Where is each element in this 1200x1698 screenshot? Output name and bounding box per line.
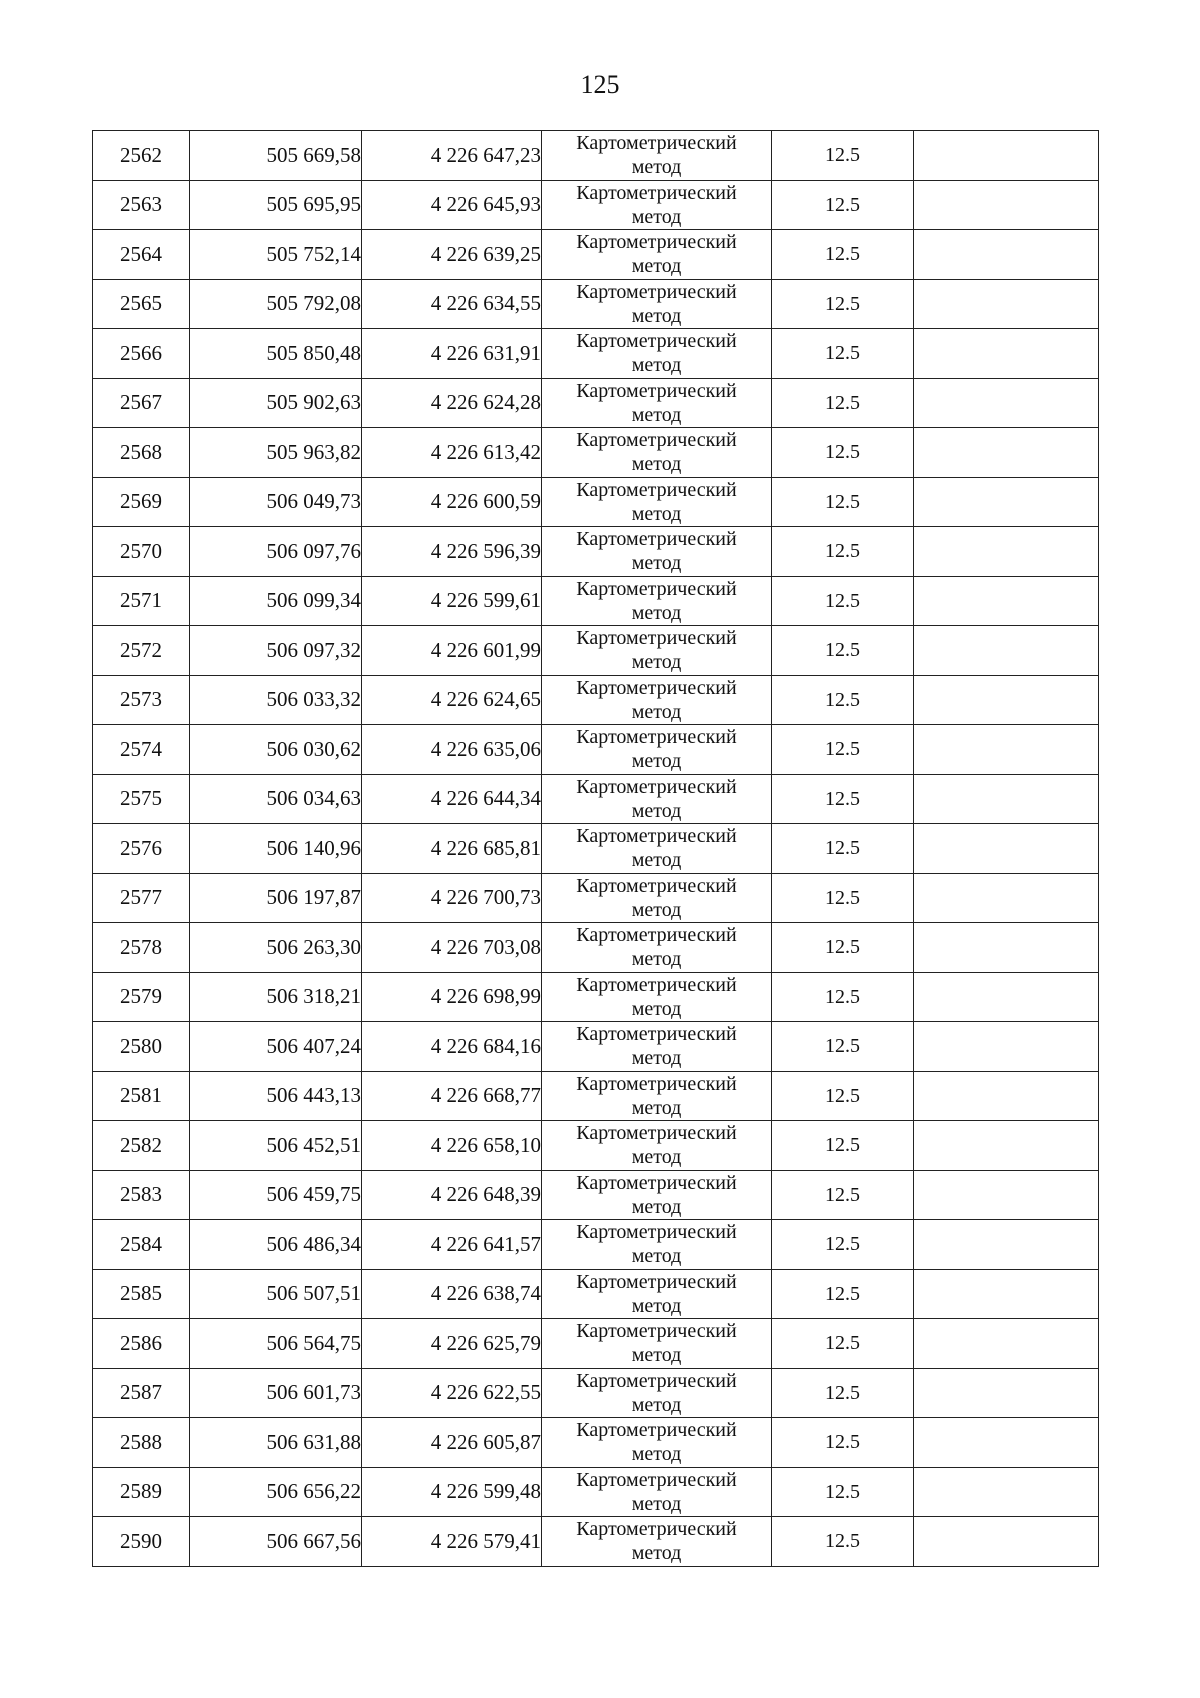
method-line-1: Картометрический <box>576 528 737 551</box>
method-line-2: метод <box>631 997 682 1020</box>
method-line-1: Картометрический <box>576 280 737 303</box>
point-number-cell: 2580 <box>93 1022 190 1072</box>
y-coordinate-cell: 4 226 599,48 <box>362 1467 542 1517</box>
x-coordinate-cell: 505 669,58 <box>190 131 362 181</box>
accuracy-cell: 12.5 <box>772 725 914 775</box>
point-number-cell: 2590 <box>93 1517 190 1567</box>
method-cell <box>542 428 772 478</box>
note-cell <box>914 1418 1099 1468</box>
x-coordinate-cell: 506 452,51 <box>190 1121 362 1171</box>
method-line-1: Картометрический <box>576 379 737 402</box>
method-line-1: Картометрический <box>576 1072 737 1095</box>
method-cell <box>542 1269 772 1319</box>
table-row <box>93 1022 1099 1072</box>
method-cell <box>542 1022 772 1072</box>
method-line-2: метод <box>631 651 682 674</box>
method-cell <box>542 230 772 280</box>
y-coordinate-cell: 4 226 579,41 <box>362 1517 542 1567</box>
method-line-1: Картометрический <box>576 1122 737 1145</box>
accuracy-cell: 12.5 <box>772 1368 914 1418</box>
x-coordinate-cell: 506 507,51 <box>190 1269 362 1319</box>
table-row <box>93 131 1099 181</box>
point-number-cell: 2564 <box>93 230 190 280</box>
point-number-cell: 2567 <box>93 378 190 428</box>
y-coordinate-cell: 4 226 703,08 <box>362 923 542 973</box>
accuracy-cell: 12.5 <box>772 527 914 577</box>
x-coordinate-cell: 506 033,32 <box>190 675 362 725</box>
y-coordinate-cell: 4 226 685,81 <box>362 824 542 874</box>
x-coordinate-cell: 506 318,21 <box>190 972 362 1022</box>
y-coordinate-cell: 4 226 625,79 <box>362 1319 542 1369</box>
method-line-2: метод <box>631 156 682 179</box>
method-line-1: Картометрический <box>576 1468 737 1491</box>
point-number-cell: 2575 <box>93 774 190 824</box>
point-number-cell: 2569 <box>93 477 190 527</box>
method-cell <box>542 774 772 824</box>
table-row <box>93 527 1099 577</box>
x-coordinate-cell: 506 631,88 <box>190 1418 362 1468</box>
x-coordinate-cell: 506 443,13 <box>190 1071 362 1121</box>
y-coordinate-cell: 4 226 648,39 <box>362 1170 542 1220</box>
method-line-1: Картометрический <box>576 1023 737 1046</box>
accuracy-cell: 12.5 <box>772 576 914 626</box>
method-cell <box>542 1517 772 1567</box>
y-coordinate-cell: 4 226 600,59 <box>362 477 542 527</box>
point-number-cell: 2565 <box>93 279 190 329</box>
method-line-1: Картометрический <box>576 231 737 254</box>
point-number-cell: 2581 <box>93 1071 190 1121</box>
accuracy-cell: 12.5 <box>772 230 914 280</box>
method-line-2: метод <box>631 1344 682 1367</box>
method-line-2: метод <box>631 552 682 575</box>
y-coordinate-cell: 4 226 635,06 <box>362 725 542 775</box>
method-cell <box>542 873 772 923</box>
x-coordinate-cell: 505 792,08 <box>190 279 362 329</box>
note-cell <box>914 1368 1099 1418</box>
table-row <box>93 1517 1099 1567</box>
method-line-1: Картометрический <box>576 429 737 452</box>
accuracy-cell: 12.5 <box>772 824 914 874</box>
accuracy-cell: 12.5 <box>772 774 914 824</box>
y-coordinate-cell: 4 226 668,77 <box>362 1071 542 1121</box>
y-coordinate-cell: 4 226 605,87 <box>362 1418 542 1468</box>
y-coordinate-cell: 4 226 698,99 <box>362 972 542 1022</box>
note-cell <box>914 1121 1099 1171</box>
method-cell <box>542 527 772 577</box>
y-coordinate-cell: 4 226 596,39 <box>362 527 542 577</box>
method-cell <box>542 279 772 329</box>
table-row <box>93 675 1099 725</box>
point-number-cell: 2584 <box>93 1220 190 1270</box>
method-cell <box>542 1071 772 1121</box>
note-cell <box>914 923 1099 973</box>
note-cell <box>914 972 1099 1022</box>
table-row <box>93 1467 1099 1517</box>
method-line-1: Картометрический <box>576 478 737 501</box>
accuracy-cell: 12.5 <box>772 675 914 725</box>
method-line-2: метод <box>631 1542 682 1565</box>
method-cell <box>542 675 772 725</box>
table-row <box>93 1121 1099 1171</box>
note-cell <box>914 1467 1099 1517</box>
method-line-1: Картометрический <box>576 577 737 600</box>
y-coordinate-cell: 4 226 624,65 <box>362 675 542 725</box>
method-line-1: Картометрический <box>576 627 737 650</box>
method-line-2: метод <box>631 1195 682 1218</box>
x-coordinate-cell: 505 695,95 <box>190 180 362 230</box>
note-cell <box>914 774 1099 824</box>
point-number-cell: 2562 <box>93 131 190 181</box>
accuracy-cell: 12.5 <box>772 329 914 379</box>
point-number-cell: 2568 <box>93 428 190 478</box>
table-row <box>93 1319 1099 1369</box>
coordinates-table <box>92 130 1099 1567</box>
page-number: 125 <box>580 70 620 99</box>
x-coordinate-cell: 506 097,76 <box>190 527 362 577</box>
note-cell <box>914 527 1099 577</box>
method-line-2: метод <box>631 502 682 525</box>
method-line-2: метод <box>631 601 682 624</box>
x-coordinate-cell: 506 099,34 <box>190 576 362 626</box>
x-coordinate-cell: 506 140,96 <box>190 824 362 874</box>
method-cell <box>542 725 772 775</box>
method-cell <box>542 972 772 1022</box>
table-row <box>93 378 1099 428</box>
accuracy-cell: 12.5 <box>772 1121 914 1171</box>
point-number-cell: 2576 <box>93 824 190 874</box>
method-line-2: метод <box>631 205 682 228</box>
table-row <box>93 1071 1099 1121</box>
accuracy-cell: 12.5 <box>772 626 914 676</box>
x-coordinate-cell: 506 197,87 <box>190 873 362 923</box>
point-number-cell: 2585 <box>93 1269 190 1319</box>
method-line-2: метод <box>631 799 682 822</box>
note-cell <box>914 1022 1099 1072</box>
method-cell <box>542 923 772 973</box>
table-row <box>93 180 1099 230</box>
note-cell <box>914 1319 1099 1369</box>
x-coordinate-cell: 505 850,48 <box>190 329 362 379</box>
method-line-1: Картометрический <box>576 1369 737 1392</box>
accuracy-cell: 12.5 <box>772 1022 914 1072</box>
note-cell <box>914 576 1099 626</box>
note-cell <box>914 1269 1099 1319</box>
method-line-1: Картометрический <box>576 1171 737 1194</box>
x-coordinate-cell: 506 564,75 <box>190 1319 362 1369</box>
point-number-cell: 2579 <box>93 972 190 1022</box>
method-line-2: метод <box>631 354 682 377</box>
method-cell <box>542 1121 772 1171</box>
y-coordinate-cell: 4 226 644,34 <box>362 774 542 824</box>
accuracy-cell: 12.5 <box>772 923 914 973</box>
note-cell <box>914 329 1099 379</box>
point-number-cell: 2566 <box>93 329 190 379</box>
accuracy-cell: 12.5 <box>772 1517 914 1567</box>
x-coordinate-cell: 506 656,22 <box>190 1467 362 1517</box>
accuracy-cell: 12.5 <box>772 1467 914 1517</box>
method-line-1: Картометрический <box>576 825 737 848</box>
method-line-1: Картометрический <box>576 924 737 947</box>
coordinates-table-body <box>93 131 1099 1567</box>
accuracy-cell: 12.5 <box>772 428 914 478</box>
x-coordinate-cell: 506 034,63 <box>190 774 362 824</box>
point-number-cell: 2571 <box>93 576 190 626</box>
accuracy-cell: 12.5 <box>772 477 914 527</box>
method-cell <box>542 1170 772 1220</box>
point-number-cell: 2572 <box>93 626 190 676</box>
method-cell <box>542 131 772 181</box>
point-number-cell: 2577 <box>93 873 190 923</box>
accuracy-cell: 12.5 <box>772 1418 914 1468</box>
y-coordinate-cell: 4 226 647,23 <box>362 131 542 181</box>
method-line-2: метод <box>631 898 682 921</box>
y-coordinate-cell: 4 226 658,10 <box>362 1121 542 1171</box>
note-cell <box>914 428 1099 478</box>
table-row <box>93 725 1099 775</box>
method-line-1: Картометрический <box>576 330 737 353</box>
method-line-1: Картометрический <box>576 1320 737 1343</box>
method-line-2: метод <box>631 948 682 971</box>
method-line-2: метод <box>631 255 682 278</box>
method-cell <box>542 477 772 527</box>
accuracy-cell: 12.5 <box>772 1220 914 1270</box>
note-cell <box>914 824 1099 874</box>
point-number-cell: 2582 <box>93 1121 190 1171</box>
accuracy-cell: 12.5 <box>772 972 914 1022</box>
y-coordinate-cell: 4 226 622,55 <box>362 1368 542 1418</box>
x-coordinate-cell: 506 030,62 <box>190 725 362 775</box>
method-cell <box>542 378 772 428</box>
x-coordinate-cell: 505 963,82 <box>190 428 362 478</box>
note-cell <box>914 1071 1099 1121</box>
accuracy-cell: 12.5 <box>772 1269 914 1319</box>
point-number-cell: 2563 <box>93 180 190 230</box>
table-row <box>93 1269 1099 1319</box>
method-line-2: метод <box>631 849 682 872</box>
point-number-cell: 2587 <box>93 1368 190 1418</box>
method-line-2: метод <box>631 1146 682 1169</box>
y-coordinate-cell: 4 226 634,55 <box>362 279 542 329</box>
table-row <box>93 1220 1099 1270</box>
table-row <box>93 1368 1099 1418</box>
point-number-cell: 2589 <box>93 1467 190 1517</box>
method-cell <box>542 329 772 379</box>
table-row <box>93 1170 1099 1220</box>
method-line-2: метод <box>631 403 682 426</box>
point-number-cell: 2588 <box>93 1418 190 1468</box>
accuracy-cell: 12.5 <box>772 131 914 181</box>
method-cell <box>542 1418 772 1468</box>
x-coordinate-cell: 506 667,56 <box>190 1517 362 1567</box>
accuracy-cell: 12.5 <box>772 1170 914 1220</box>
note-cell <box>914 131 1099 181</box>
accuracy-cell: 12.5 <box>772 1319 914 1369</box>
method-cell <box>542 1467 772 1517</box>
method-line-2: метод <box>631 1245 682 1268</box>
x-coordinate-cell: 506 407,24 <box>190 1022 362 1072</box>
method-cell <box>542 626 772 676</box>
method-line-2: метод <box>631 1443 682 1466</box>
x-coordinate-cell: 505 752,14 <box>190 230 362 280</box>
method-line-2: метод <box>631 1492 682 1515</box>
y-coordinate-cell: 4 226 639,25 <box>362 230 542 280</box>
method-cell <box>542 824 772 874</box>
x-coordinate-cell: 506 486,34 <box>190 1220 362 1270</box>
table-row <box>93 279 1099 329</box>
method-line-1: Картометрический <box>576 1518 737 1541</box>
note-cell <box>914 725 1099 775</box>
method-line-1: Картометрический <box>576 726 737 749</box>
table-row <box>93 972 1099 1022</box>
accuracy-cell: 12.5 <box>772 1071 914 1121</box>
x-coordinate-cell: 506 601,73 <box>190 1368 362 1418</box>
table-row <box>93 923 1099 973</box>
note-cell <box>914 873 1099 923</box>
note-cell <box>914 180 1099 230</box>
y-coordinate-cell: 4 226 641,57 <box>362 1220 542 1270</box>
y-coordinate-cell: 4 226 700,73 <box>362 873 542 923</box>
method-line-1: Картометрический <box>576 676 737 699</box>
method-line-2: метод <box>631 453 682 476</box>
table-row <box>93 230 1099 280</box>
method-line-2: метод <box>631 1393 682 1416</box>
table-row <box>93 576 1099 626</box>
note-cell <box>914 279 1099 329</box>
method-cell <box>542 1220 772 1270</box>
point-number-cell: 2586 <box>93 1319 190 1369</box>
note-cell <box>914 1220 1099 1270</box>
method-cell <box>542 180 772 230</box>
point-number-cell: 2570 <box>93 527 190 577</box>
method-line-2: метод <box>631 750 682 773</box>
method-cell <box>542 576 772 626</box>
table-row <box>93 774 1099 824</box>
note-cell <box>914 1517 1099 1567</box>
y-coordinate-cell: 4 226 684,16 <box>362 1022 542 1072</box>
x-coordinate-cell: 506 263,30 <box>190 923 362 973</box>
x-coordinate-cell: 506 049,73 <box>190 477 362 527</box>
x-coordinate-cell: 506 097,32 <box>190 626 362 676</box>
accuracy-cell: 12.5 <box>772 873 914 923</box>
method-line-2: метод <box>631 1096 682 1119</box>
table-row <box>93 1418 1099 1468</box>
method-line-1: Картометрический <box>576 775 737 798</box>
note-cell <box>914 675 1099 725</box>
note-cell <box>914 1170 1099 1220</box>
method-line-1: Картометрический <box>576 1419 737 1442</box>
method-line-2: метод <box>631 1294 682 1317</box>
table-row <box>93 824 1099 874</box>
y-coordinate-cell: 4 226 645,93 <box>362 180 542 230</box>
method-line-2: метод <box>631 1047 682 1070</box>
note-cell <box>914 626 1099 676</box>
y-coordinate-cell: 4 226 601,99 <box>362 626 542 676</box>
y-coordinate-cell: 4 226 631,91 <box>362 329 542 379</box>
x-coordinate-cell: 506 459,75 <box>190 1170 362 1220</box>
table-row <box>93 329 1099 379</box>
method-cell <box>542 1319 772 1369</box>
table-row <box>93 428 1099 478</box>
x-coordinate-cell: 505 902,63 <box>190 378 362 428</box>
table-row <box>93 477 1099 527</box>
note-cell <box>914 477 1099 527</box>
method-line-1: Картометрический <box>576 1221 737 1244</box>
method-line-1: Картометрический <box>576 973 737 996</box>
method-line-1: Картометрический <box>576 132 737 155</box>
y-coordinate-cell: 4 226 613,42 <box>362 428 542 478</box>
method-line-2: метод <box>631 304 682 327</box>
point-number-cell: 2583 <box>93 1170 190 1220</box>
accuracy-cell: 12.5 <box>772 378 914 428</box>
accuracy-cell: 12.5 <box>772 279 914 329</box>
method-cell <box>542 1368 772 1418</box>
method-line-1: Картометрический <box>576 181 737 204</box>
y-coordinate-cell: 4 226 599,61 <box>362 576 542 626</box>
method-line-1: Картометрический <box>576 874 737 897</box>
method-line-1: Картометрический <box>576 1270 737 1293</box>
table-row <box>93 873 1099 923</box>
y-coordinate-cell: 4 226 624,28 <box>362 378 542 428</box>
method-line-2: метод <box>631 700 682 723</box>
note-cell <box>914 378 1099 428</box>
accuracy-cell: 12.5 <box>772 180 914 230</box>
point-number-cell: 2573 <box>93 675 190 725</box>
point-number-cell: 2578 <box>93 923 190 973</box>
point-number-cell: 2574 <box>93 725 190 775</box>
note-cell <box>914 230 1099 280</box>
y-coordinate-cell: 4 226 638,74 <box>362 1269 542 1319</box>
table-row <box>93 626 1099 676</box>
